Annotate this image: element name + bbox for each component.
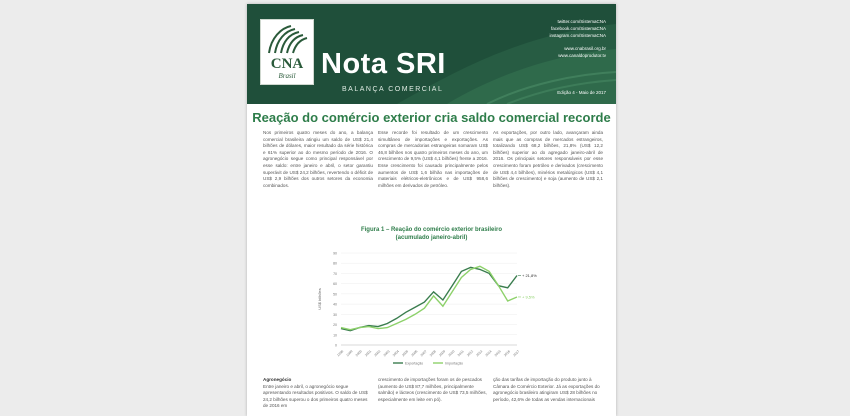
x-tick-label: 2001 (364, 349, 373, 358)
legend-label: Exportação (405, 361, 424, 366)
website-link[interactable]: www.cnabrasil.org.br (564, 46, 606, 51)
bottom-column-3: ção das tarifas de importação do produto junto à Câmara de Comércio Exterior. Já as exportações do agronegócio brasileiro atingiram US$ 28 bilhões no período, 42,6% de todas as vendas internacionais (493, 377, 600, 402)
document-page (247, 4, 616, 416)
header-banner (247, 4, 616, 104)
article-column-2: Esse recorde foi resultado de um crescimento simultâneo de importações e exportações. As compras de mercadorias estrangeiras somaram US$ 46,8 bilhões nos quatro primeiros meses do ano, um crescimento de 9,5% (US$ 4,1 bilhões) frente a 2016. Esse crescimento foi causado principalmente pelos aumentos de US$ 1,6 bilhão nas importações de materiais elétricos-eletrônicos e de US$ 958,6 milhões em derivados de petróleo. (378, 130, 488, 188)
page-title: Nota SRI (321, 48, 446, 80)
annotation-label: + 9,5% (522, 294, 535, 300)
x-tick-label: 2005 (401, 349, 410, 358)
y-tick-label: 60 (333, 282, 337, 287)
x-tick-label: 2017 (512, 349, 521, 358)
line-chart (307, 249, 557, 369)
article-column-1: Nos primeiros quatro meses do ano, a balança comercial brasileira atingiu um saldo de US$ 21,4 bilhões de dólares, maior resultado da série histórica e 61% superior ao do mesmo período de 2016. O agronegócio segue como principal responsável por esse saldo: entre janeiro e abril, o setor garantiu superávit de US$ 24,2 bilhões, revertendo o déficit de US$ 2,9 bilhões dos outros setores da economia combinados. (263, 130, 373, 188)
x-tick-label: 2015 (493, 349, 502, 358)
x-tick-label: 2008 (428, 349, 437, 358)
x-tick-label: 2003 (382, 349, 391, 358)
figure-title-line2: (acumulado janeiro-abril) (395, 235, 468, 241)
leaf-logo-icon (261, 20, 313, 56)
x-tick-label: 2004 (391, 349, 400, 358)
y-axis-label: US$ bilhões (317, 288, 322, 310)
y-tick-label: 90 (333, 251, 337, 256)
x-tick-label: 2012 (465, 349, 474, 358)
facebook-link[interactable]: facebook.com/SistemaCNA (550, 26, 606, 31)
x-tick-label: 2010 (447, 349, 456, 358)
y-tick-label: 20 (333, 323, 337, 328)
x-tick-label: 1998 (336, 349, 345, 358)
x-tick-label: 2009 (438, 349, 447, 358)
article-headline: Reação do comércio exterior cria saldo comercial recorde (252, 110, 611, 125)
page-subtitle: BALANÇA COMERCIAL (342, 86, 444, 93)
legend-label: Importação (445, 361, 463, 366)
edition-label: Edição 4 - Maio de 2017 (557, 90, 606, 95)
x-tick-label: 2000 (354, 349, 363, 358)
y-tick-label: 10 (333, 333, 337, 338)
website-links (558, 46, 606, 59)
article-column-3: As exportações, por outro lado, avançaram ainda mais que as compras de mercados estrangeiros, totalizando US$ 68,2 bilhões, 21,8% (US$ 12,2 bilhões) superior ao do agregado janeiro-abril de 2016. Os principais setores responsáveis por esse crescimento foram petróleo e derivados (crescimento de US$ 4,4 bilhões), minérios metalúrgicos (US$ 4,1 bilhões de crescimento) e soja (aumento de US$ 2,1 bilhões). (493, 130, 603, 188)
x-tick-label: 2007 (419, 349, 428, 358)
y-tick-label: 0 (335, 343, 337, 348)
y-tick-label: 50 (333, 292, 337, 297)
figure-title (247, 226, 616, 242)
channel-link[interactable]: www.canaldoprodutor.tv (558, 52, 606, 58)
series-line-exportação (341, 267, 517, 330)
social-links (549, 18, 606, 39)
y-tick-label: 30 (333, 312, 337, 317)
x-tick-label: 2013 (475, 349, 484, 358)
bottom-column-1 (263, 377, 373, 410)
twitter-link[interactable]: twitter.com/SistemaCNA (557, 19, 606, 24)
figure-title-line1: Figura 1 – Reação do comércio exterior brasileiro (360, 227, 503, 233)
x-tick-label: 2006 (410, 349, 419, 358)
annotation-label: + 21,8% (522, 272, 537, 278)
x-tick-label: 2016 (503, 349, 512, 358)
y-tick-label: 40 (333, 302, 337, 307)
x-tick-label: 2011 (456, 349, 465, 358)
bottom-column-2: crescimento de importações foram os de pescados (aumento de US$ 87,7 milhões, principalmente salmão) e lácteos (crescimento de US$ 73,5 milhões, especialmente em leite em pó). (378, 377, 487, 402)
y-tick-label: 70 (333, 271, 337, 276)
logo-text: CNA (270, 56, 304, 72)
section-heading: Agronegócio (263, 377, 292, 382)
cna-logo (260, 19, 314, 85)
x-tick-label: 2014 (484, 349, 493, 358)
instagram-link[interactable]: instagram.com/SistemaCNA (549, 33, 606, 38)
x-tick-label: 1999 (345, 349, 354, 358)
logo-subtext: Brasil (278, 72, 296, 80)
bottom-column-1-text: Entre janeiro e abril, o agronegócio segue apresentando resultados positivos. O saldo de US$ 24,2 bilhões superou o dos primeiros quatro meses de 2016 em (263, 383, 368, 409)
x-tick-label: 2002 (373, 349, 382, 358)
y-tick-label: 80 (333, 261, 337, 266)
